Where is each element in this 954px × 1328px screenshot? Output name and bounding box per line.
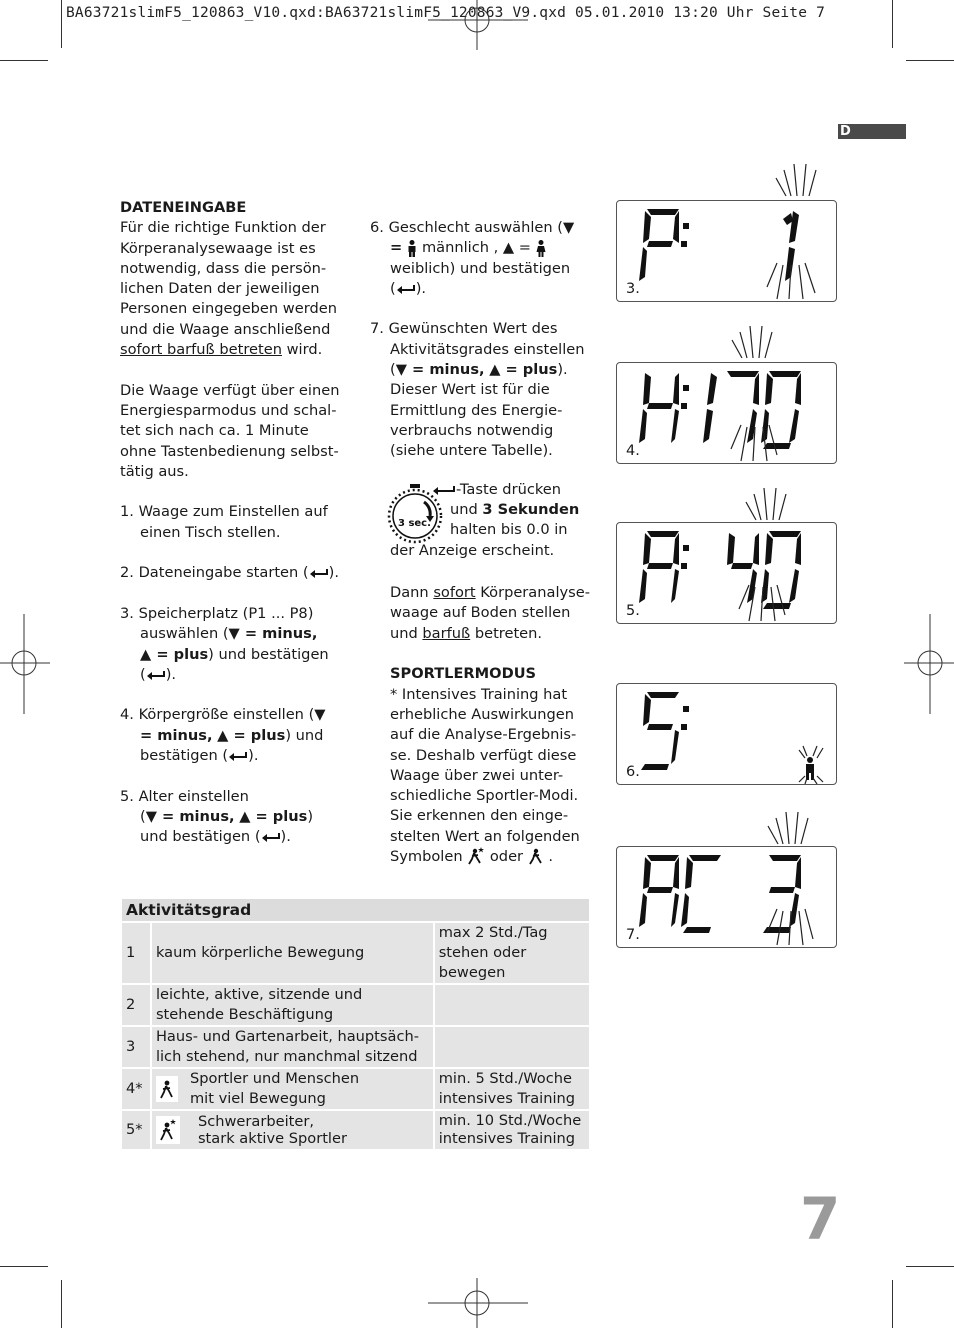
step-4 bbox=[120, 746, 350, 766]
intro-line bbox=[120, 340, 350, 360]
text: ). bbox=[280, 828, 291, 846]
desc-line: stark aktive Sportler bbox=[197, 1130, 347, 1147]
lcd-display-7 bbox=[616, 846, 837, 948]
blink-rays bbox=[726, 324, 776, 360]
sport-line: Sie erkennen den einge- bbox=[390, 807, 569, 825]
display-label: 7. bbox=[626, 927, 640, 943]
lcd-display-5 bbox=[616, 522, 837, 624]
step-1: 1. Waage zum Einstellen auf bbox=[120, 503, 328, 521]
sport-line: auf die Analyse-Ergebnis- bbox=[390, 726, 577, 744]
press-line bbox=[450, 500, 579, 520]
crop-mark bbox=[0, 1266, 48, 1267]
athlete-icon bbox=[159, 1078, 175, 1100]
text: und bbox=[390, 624, 423, 642]
note-line: max 2 Std./Tag bbox=[438, 924, 548, 941]
sport-line: se. Deshalb verfügt diese bbox=[390, 746, 577, 764]
step-4 bbox=[120, 726, 350, 746]
file-slug-header: BA63721slimF5_120863_V10.qxd:BA63721slimF5_120863_V9.qxd 05.01.2010 13:20 Uhr Seite 7 bbox=[66, 5, 826, 21]
note-cell bbox=[434, 922, 590, 984]
step-3 bbox=[120, 665, 350, 685]
desc-cell bbox=[151, 922, 434, 984]
text: und bestätigen ( bbox=[140, 828, 261, 846]
step-7: Aktivitätsgrades einstellen bbox=[390, 340, 585, 358]
lcd-display-3 bbox=[616, 200, 837, 302]
step-7: 7. Gewünschten Wert des bbox=[370, 320, 558, 338]
section-heading-sportlermodus: SPORTLERMODUS bbox=[390, 665, 537, 683]
table-row bbox=[121, 1026, 590, 1068]
text: 2. Dateneingabe starten ( bbox=[120, 564, 309, 582]
registration-mark-left bbox=[0, 614, 50, 714]
crop-mark bbox=[61, 0, 62, 48]
table-row bbox=[121, 1110, 590, 1150]
underlined-text: barfuß bbox=[422, 624, 471, 642]
step-6 bbox=[370, 238, 600, 258]
text: ( bbox=[140, 807, 146, 825]
up-triangle-icon: ▲ bbox=[239, 807, 251, 825]
lcd-segments bbox=[617, 363, 836, 463]
text: = minus, bbox=[156, 807, 235, 825]
step-6 bbox=[370, 279, 600, 299]
energy-line: Die Waage verfügt über einen bbox=[120, 381, 340, 399]
up-triangle-icon: ▲ bbox=[502, 239, 515, 257]
lcd-display-4 bbox=[616, 362, 837, 464]
intro-line: lichen Daten der jeweiligen bbox=[120, 280, 320, 298]
press-line bbox=[432, 480, 561, 500]
text: ). bbox=[328, 564, 339, 582]
step-4 bbox=[120, 705, 350, 725]
energy-line: tätig aus. bbox=[120, 462, 189, 480]
energy-line: tet sich nach ca. 1 Minute bbox=[120, 422, 309, 440]
blink-rays bbox=[770, 162, 820, 198]
text: ). bbox=[415, 279, 427, 297]
desc-line: kaum körperliche Bewegung bbox=[155, 944, 365, 961]
note-cell bbox=[434, 1110, 590, 1150]
desc-line: mit viel Bewegung bbox=[189, 1090, 326, 1107]
up-triangle-icon: ▲ bbox=[217, 726, 229, 744]
then-line bbox=[370, 583, 600, 603]
lcd-segments bbox=[617, 201, 836, 301]
stopwatch-label: 3 sec. bbox=[398, 517, 431, 529]
desc-cell bbox=[151, 984, 434, 1026]
step-1: einen Tisch stellen. bbox=[140, 523, 281, 541]
text: Dann bbox=[390, 584, 434, 602]
step-7: verbrauchs notwendig bbox=[390, 421, 554, 439]
table-row bbox=[121, 984, 590, 1026]
lcd-display-6 bbox=[616, 683, 837, 785]
note-cell bbox=[434, 1026, 590, 1068]
display-label: 5. bbox=[626, 603, 640, 619]
step-5: 5. Alter einstellen bbox=[120, 787, 249, 805]
down-triangle-icon: ▼ bbox=[314, 706, 326, 724]
text: Körperanalyse- bbox=[475, 584, 590, 602]
male-figure-icon bbox=[407, 240, 417, 257]
athlete-star-icon bbox=[467, 847, 485, 867]
underlined-text: sofort bbox=[433, 584, 476, 602]
desc-line: lich stehend, nur manchmal sitzend bbox=[155, 1048, 418, 1065]
crop-mark bbox=[61, 1280, 62, 1328]
step-7 bbox=[370, 360, 600, 380]
step-2 bbox=[120, 563, 350, 583]
athlete-icon bbox=[528, 847, 544, 867]
lcd-segments bbox=[617, 523, 836, 623]
text: und bbox=[450, 500, 483, 518]
level-cell: 1 bbox=[121, 922, 151, 984]
text: ). bbox=[165, 665, 177, 683]
step-3 bbox=[120, 624, 350, 644]
text: = plus bbox=[500, 361, 558, 379]
text: = plus bbox=[250, 807, 308, 825]
enter-icon bbox=[309, 568, 329, 578]
enter-icon bbox=[432, 485, 456, 495]
desc-cell bbox=[151, 1026, 434, 1068]
middle-column bbox=[370, 218, 600, 867]
desc-line: Schwerarbeiter, bbox=[197, 1113, 314, 1130]
down-triangle-icon: ▼ bbox=[145, 807, 157, 825]
step-6 bbox=[370, 218, 600, 238]
text: betreten. bbox=[470, 624, 543, 642]
table-title: Aktivitätsgrad bbox=[121, 898, 590, 922]
intro-line: Für die richtige Funktion der bbox=[120, 219, 326, 237]
display-label: 4. bbox=[626, 443, 640, 459]
text: 4. Körpergröße einstellen ( bbox=[120, 706, 315, 724]
page-number: 7 bbox=[800, 1185, 841, 1253]
blink-rays bbox=[740, 486, 790, 522]
text: oder bbox=[485, 848, 528, 866]
text: 6. Geschlecht auswählen ( bbox=[370, 219, 563, 236]
desc-line: Haus- und Gartenarbeit, hauptsäch- bbox=[155, 1028, 419, 1045]
intro-line: Körperanalysewaage ist es bbox=[120, 239, 316, 257]
registration-mark-top bbox=[428, 0, 528, 50]
blink-rays bbox=[762, 810, 812, 846]
enter-icon bbox=[396, 284, 416, 294]
text: ). bbox=[248, 747, 259, 765]
desc-line: Sportler und Menschen bbox=[189, 1070, 360, 1087]
crop-mark bbox=[892, 0, 893, 48]
text: ). bbox=[557, 361, 568, 379]
level-cell: 2 bbox=[121, 984, 151, 1026]
text: = bbox=[514, 239, 536, 257]
level-cell: 5* bbox=[121, 1110, 151, 1150]
step-5 bbox=[120, 807, 350, 827]
sport-line: Waage über zwei unter- bbox=[390, 766, 564, 784]
step-7: Ermittlung des Energie- bbox=[390, 401, 563, 419]
down-triangle-icon: ▼ bbox=[395, 361, 407, 379]
intro-line: und die Waage anschließend bbox=[120, 320, 331, 338]
text: Symbolen bbox=[390, 848, 468, 866]
text: = plus bbox=[228, 726, 286, 744]
desc-cell bbox=[151, 1110, 434, 1150]
note-line: min. 5 Std./Woche bbox=[438, 1070, 572, 1087]
level-cell: 4* bbox=[121, 1068, 151, 1110]
step-3 bbox=[120, 645, 350, 665]
down-triangle-icon: ▼ bbox=[562, 219, 575, 236]
athlete-icon-box bbox=[156, 1076, 178, 1102]
text: ) bbox=[307, 807, 314, 825]
up-triangle-icon: ▲ bbox=[140, 645, 152, 663]
note-line: min. 10 Std./Woche bbox=[438, 1112, 582, 1129]
text: = plus bbox=[151, 645, 209, 663]
text: = minus, bbox=[406, 361, 485, 379]
registration-mark-bottom bbox=[428, 1278, 528, 1328]
text: -Taste drücken bbox=[456, 480, 562, 498]
text: auswählen ( bbox=[140, 625, 229, 643]
section-heading-dateneingabe: DATENEINGABE bbox=[120, 199, 247, 216]
activity-table bbox=[120, 897, 591, 1151]
table-row bbox=[121, 1068, 590, 1110]
then-line bbox=[370, 624, 600, 644]
step-3: 3. Speicherplatz (P1 ... P8) bbox=[120, 604, 314, 622]
lcd-segments bbox=[617, 684, 836, 784]
up-triangle-icon: ▲ bbox=[489, 361, 501, 379]
press-instruction bbox=[370, 482, 600, 563]
sport-line: schiedliche Sportler-Modi. bbox=[390, 787, 579, 805]
step-6: weiblich) und bestätigen bbox=[390, 259, 571, 277]
text: ) und bbox=[285, 726, 324, 744]
desc-cell bbox=[151, 1068, 434, 1110]
left-column bbox=[120, 198, 350, 848]
sport-line: * Intensives Training hat bbox=[390, 685, 568, 703]
desc-line: stehende Beschäftigung bbox=[155, 1006, 334, 1023]
text: = minus, bbox=[239, 625, 318, 643]
note-cell bbox=[434, 1068, 590, 1110]
language-tab: D bbox=[838, 124, 906, 139]
energy-line: Energiesparmodus und schal- bbox=[120, 401, 337, 419]
sport-line: erhebliche Auswirkungen bbox=[390, 705, 575, 723]
sport-line bbox=[370, 847, 600, 867]
press-line: halten bis 0.0 in bbox=[450, 520, 568, 538]
text: ( bbox=[140, 665, 146, 683]
note-line: intensives Training bbox=[438, 1130, 576, 1147]
underlined-text: sofort barfuß betreten bbox=[120, 341, 282, 359]
registration-mark-right bbox=[904, 614, 954, 714]
text: wird. bbox=[281, 341, 323, 359]
then-line: waage auf Boden stellen bbox=[390, 604, 571, 622]
text: 3 Sekunden bbox=[482, 500, 580, 518]
female-figure-icon bbox=[536, 240, 546, 257]
enter-icon bbox=[228, 751, 248, 761]
enter-icon bbox=[146, 670, 166, 680]
crop-mark bbox=[892, 1280, 893, 1328]
text: = minus, bbox=[140, 726, 213, 744]
text: ( bbox=[390, 279, 396, 297]
note-line: intensives Training bbox=[438, 1090, 576, 1107]
enter-icon bbox=[261, 832, 281, 842]
crop-mark bbox=[0, 60, 48, 61]
athlete-star-icon-box bbox=[156, 1116, 180, 1144]
table-row bbox=[121, 922, 590, 984]
note-cell bbox=[434, 984, 590, 1026]
sport-line: stelten Wert an folgenden bbox=[390, 827, 580, 845]
text: ) und bestätigen bbox=[208, 645, 329, 663]
crop-mark bbox=[906, 60, 954, 61]
athlete-star-icon bbox=[159, 1118, 177, 1142]
lcd-segments bbox=[617, 847, 836, 947]
note-line: stehen oder bewegen bbox=[438, 944, 527, 981]
text: männlich , bbox=[417, 239, 503, 257]
intro-line: notwendig, dass die persön- bbox=[120, 259, 327, 277]
press-line: der Anzeige erscheint. bbox=[390, 541, 555, 559]
step-5 bbox=[120, 827, 350, 847]
text: ( bbox=[390, 361, 396, 379]
step-7: (siehe untere Tabelle). bbox=[390, 442, 553, 460]
desc-line: leichte, aktive, sitzende und bbox=[155, 986, 363, 1003]
down-triangle-icon: ▼ bbox=[228, 625, 240, 643]
table-header bbox=[121, 898, 590, 922]
display-label: 6. bbox=[626, 764, 640, 780]
level-cell: 3 bbox=[121, 1026, 151, 1068]
text: . bbox=[543, 848, 553, 866]
text: = bbox=[390, 239, 408, 257]
energy-line: ohne Tastenbedienung selbst- bbox=[120, 442, 339, 460]
crop-mark bbox=[906, 1266, 954, 1267]
step-7: Dieser Wert ist für die bbox=[390, 381, 550, 399]
display-label: 3. bbox=[626, 281, 640, 297]
text: bestätigen ( bbox=[140, 747, 229, 765]
intro-line: Personen eingegeben werden bbox=[120, 300, 337, 318]
